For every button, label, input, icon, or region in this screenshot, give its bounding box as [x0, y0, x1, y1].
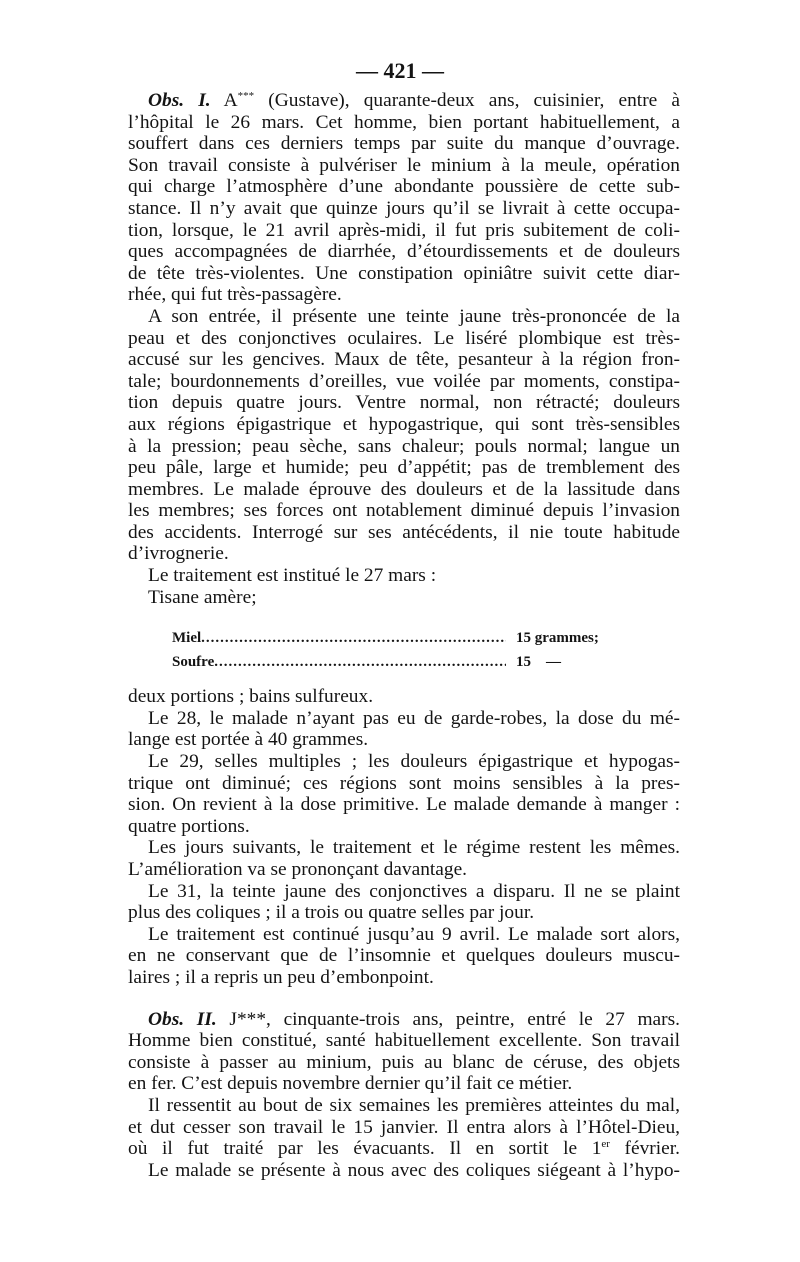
text-line: tale; bourdonnements d’oreilles, vue voilée par moments, constipa-: [128, 370, 680, 392]
text-line: rhée, qui fut très-passagère.: [128, 284, 342, 306]
text-line: deux portions ; bains sulfureux.: [128, 686, 374, 708]
text-line: ques accompagnées de diarrhée, d’étourdissements et de douleurs: [128, 241, 680, 263]
ingredient-quantity: 15 grammes;: [516, 630, 599, 647]
text-line: L’amélioration va se prononçant davantage.: [128, 859, 468, 880]
text-line: peu pâle, large et humide; peu d’appétit; pas de tremblement des: [128, 457, 680, 479]
obs2-continuation: [128, 1030, 680, 1138]
ingredient-name: Soufre: [172, 654, 215, 671]
treatment-line: Le traitement est institué le 27 mars :: [148, 565, 437, 587]
text-line: d’ivrognerie.: [128, 543, 229, 565]
prescription-table: [172, 626, 642, 674]
text-line: consiste à passer au minium, puis au blanc de céruse, des objets: [128, 1051, 680, 1073]
text-line: qui charge l’atmosphère d’une abondante poussière de cette sub-: [128, 176, 680, 198]
text-line: Le 29, selles multiples ; les douleurs épigastrique et hypogas-: [148, 751, 680, 773]
obs1-continuation: [128, 686, 680, 988]
text-line: en ne conservant que de l’insomnie et quelques douleurs muscu-: [128, 945, 680, 967]
text-line: laires ; il a repris un peu d’embonpoint.: [128, 966, 434, 988]
text-line: aux régions épigastrique et hypogastrique, qui sont très-sensibles: [128, 413, 680, 435]
text-line: tion depuis quatre jours. Ventre normal, non rétracté; douleurs: [128, 392, 680, 414]
obs1-label: Obs. I.: [148, 90, 211, 111]
name-marker: ***: [237, 90, 255, 102]
section-gap: [128, 989, 680, 1009]
text-line: membres. Le malade éprouve des douleurs et de la lassitude dans: [128, 478, 680, 500]
text-line: peau et des conjonctives oculaires. Le liséré plombique est très-: [128, 327, 680, 349]
text-line: où il fut traité par les évacuants. Il en sortit le 1er février.: [128, 1138, 680, 1160]
text-line: lange est portée à 40 grammes.: [128, 729, 369, 751]
text-line: Les jours suivants, le traitement et le régime restent les mêmes.: [148, 837, 680, 859]
dot-leader: [214, 650, 506, 674]
ingredient-name: Miel: [172, 630, 202, 647]
text-line: et dut cesser son travail le 15 janvier. Il entra alors à l’Hôtel-Dieu,: [128, 1116, 680, 1138]
obs1-first-line: Obs. I. A*** (Gustave), quarante-deux ans, cuisinier, entre à: [148, 90, 680, 111]
text-line: Le traitement est continué jusqu’au 9 avril. Le malade sort alors,: [148, 923, 680, 945]
text-line: Le 31, la teinte jaune des conjonctives a disparu. Il ne se plaint: [148, 880, 680, 902]
text-line: Le malade se présente à nous avec des coliques siégeant à l’hypo-: [148, 1159, 680, 1181]
text-line: sion. On revient à la dose primitive. Le malade demande à manger :: [128, 794, 680, 816]
obs2-first-line: Obs. II. J***, cinquante-trois ans, peintre, entré le 27 mars.: [148, 1008, 680, 1030]
text-line: des accidents. Interrogé sur ses antécédents, il nie toute habitude: [128, 521, 680, 543]
page-number: — 421 —: [356, 58, 444, 83]
treatment-line: Tisane amère;: [148, 586, 257, 608]
text-line: Son travail consiste à pulvériser le minium à la meule, opération: [128, 154, 680, 176]
text-line: tion, lorsque, le 21 avril après-midi, il fut pris subitement de coli-: [128, 219, 680, 241]
text-line: A son entrée, il présente une teinte jaune très-prononcée de la: [148, 305, 680, 327]
text-line: l’hôpital le 26 mars. Cet homme, bien portant habituellement, a: [128, 111, 680, 133]
text-line: les membres; ses forces ont notablement diminué depuis l’invasion: [128, 500, 680, 522]
text-line: Le 28, le malade n’ayant pas eu de garde-robes, la dose du mé-: [148, 707, 680, 729]
text-line: à la pression; peau sèche, sans chaleur; pouls normal; langue un: [128, 435, 680, 457]
text-line: Homme bien constitué, santé habituellement excellente. Son travail: [128, 1030, 680, 1052]
obs2-label: Obs. II.: [148, 1008, 217, 1030]
text-line: quatre portions.: [128, 815, 250, 837]
text-line: trique ont diminué; ces régions sont moins sensibles à la pres-: [128, 772, 680, 794]
text-line: souffert dans ces derniers temps par suite du manque d’ouvrage.: [128, 133, 680, 155]
text-line: en fer. C’est depuis novembre dernier qu’il fait ce métier.: [128, 1073, 573, 1095]
dot-leader: [201, 626, 506, 650]
page-body: [128, 90, 680, 1181]
text-line: accusé sur les gencives. Maux de tête, pesanteur à la région fron-: [128, 349, 680, 371]
prescription-row: [172, 650, 642, 674]
text-line: Il ressentit au bout de six semaines les premières atteintes du mal,: [148, 1094, 680, 1116]
text-line: plus des coliques ; il a trois ou quatre selles par jour.: [128, 902, 535, 924]
prescription-row: [172, 626, 642, 650]
text-line: stance. Il n’y avait que quinze jours qu’il se livrait à cette occupa-: [128, 197, 680, 219]
text-line: de tête très-violentes. Une constipation opiniâtre suivit cette diar-: [128, 262, 680, 284]
ingredient-quantity: 15 —: [516, 654, 561, 671]
